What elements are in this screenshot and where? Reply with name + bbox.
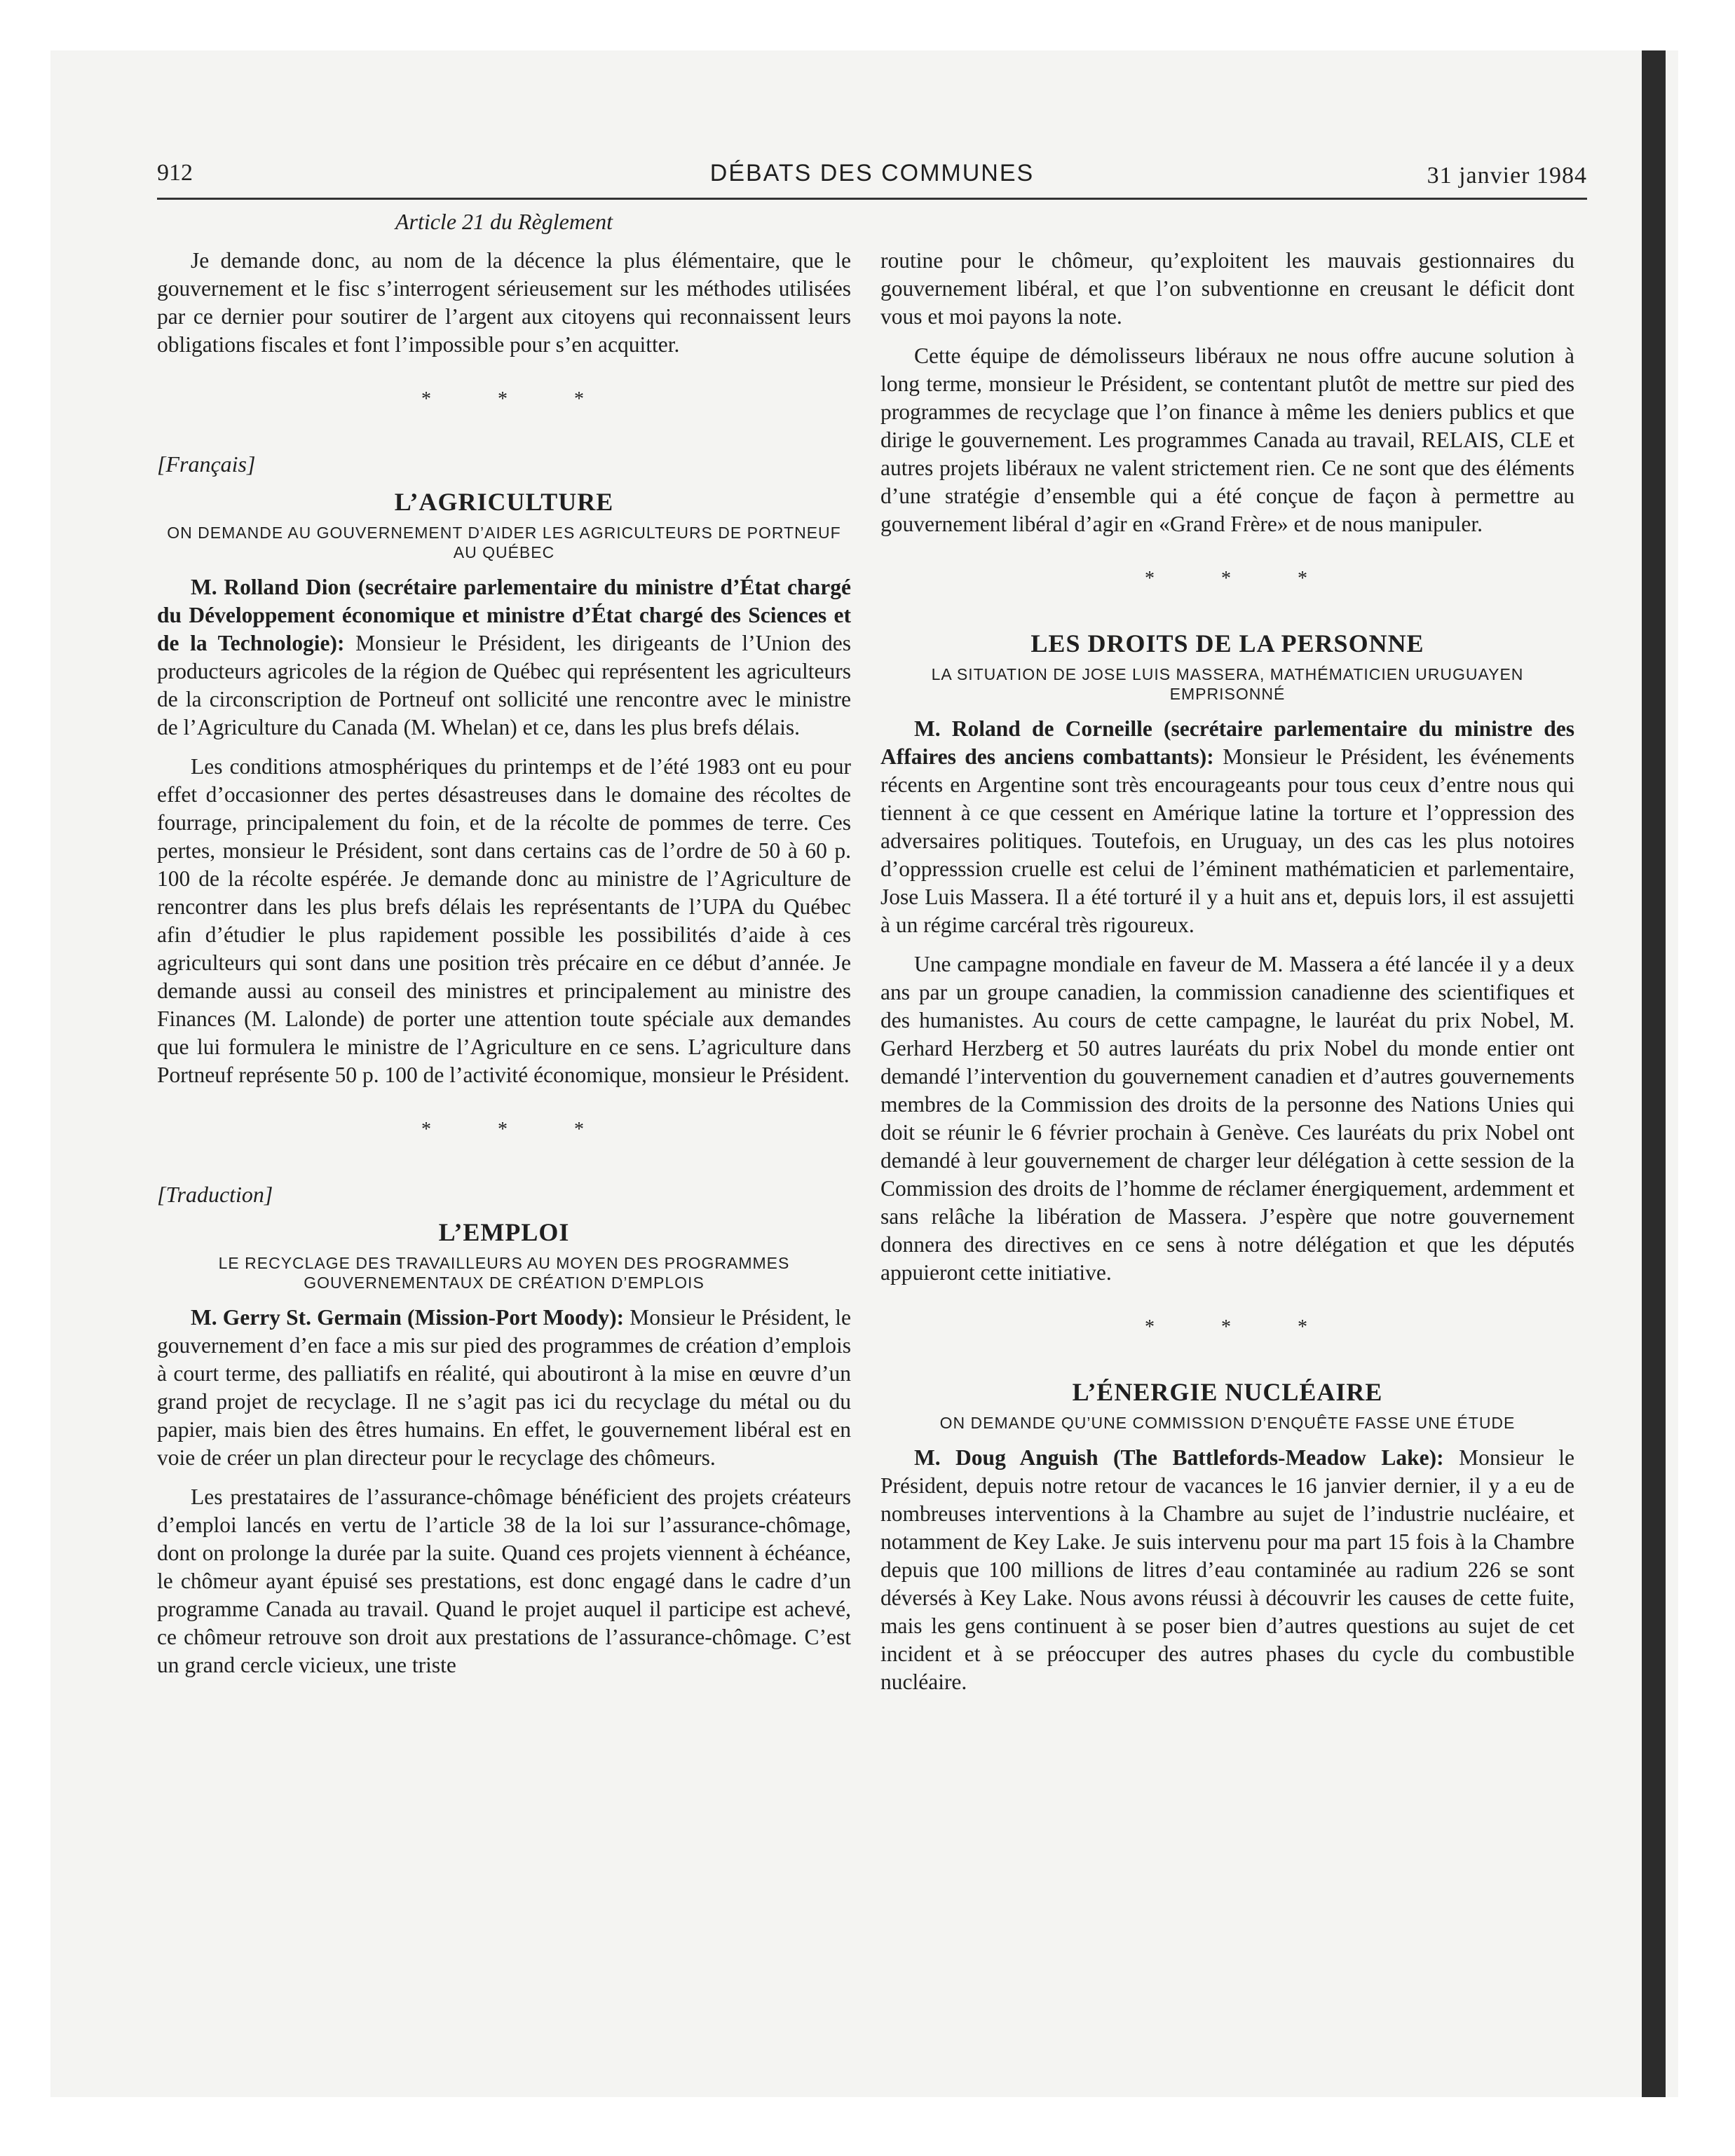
section-separator: * * * — [1145, 568, 1338, 589]
running-header — [157, 160, 1587, 202]
section-subtitle: LA SITUATION DE JOSE LUIS MASSERA, MATHÉMATICIEN URUGUAYEN EMPRISONNÉ — [931, 665, 1524, 703]
header-rule — [157, 198, 1587, 200]
section-separator: * * * — [421, 388, 615, 410]
section-title: L’AGRICULTURE — [394, 488, 614, 516]
language-marker: [Traduction] — [157, 1182, 273, 1207]
right-column — [880, 247, 1574, 1707]
article-heading: Article 21 du Règlement — [395, 209, 613, 234]
speaker-name: M. Rolland Dion (secrétaire parlementaire du ministre d’État chargé du Développement économique et ministre d’État chargé des Sciences et de la Technologie): — [157, 575, 851, 655]
section-separator: * * * — [421, 1119, 615, 1140]
speech-text: Monsieur le Président, les dirigeants de l’Union des producteurs agricoles de la région de Québec qui représentent les agriculteurs de la circonscription de Portneuf ont sollicité une rencontre avec le ministre de l’Agriculture du Canada (M. Whelan) et ce, dans les plus brefs délais. — [157, 631, 851, 739]
speaker-name: M. Doug Anguish (The Battlefords-Meadow Lake): — [914, 1445, 1444, 1470]
section-separator: * * * — [1145, 1316, 1338, 1338]
speech-text: Monsieur le Président, depuis notre retour de vacances le 16 janvier dernier, il y a eu de nombreuses interventions à la Chambre au sujet de l’industrie nucléaire, et notamment de Key Lake. Je suis intervenu pour ma part 15 fois à la Chambre depuis que 100 millions de litres d’eau contaminée au radium 226 se sont déversés à Key Lake. Nous avons réussi à découvrir les causes de cette fuite, mais les gens continuent à se poser bien d’autres questions au sujet de cet incident et à se préoccuper des autres phases du cycle du combustible nucléaire. — [880, 1445, 1574, 1694]
paragraph: Je demande donc, au nom de la décence la plus élémentaire, que le gouvernement et le fisc s’interrogent sérieusement sur les méthodes utilisées par ce dernier pour soutirer de l’argent aux citoyens qui reconnaissent leurs obligations fiscales et font l’impossible pour s’en acquitter. — [157, 248, 851, 357]
language-marker: [Français] — [157, 451, 256, 477]
section-title: L’EMPLOI — [438, 1218, 570, 1246]
paragraph: Cette équipe de démolisseurs libéraux ne nous offre aucune solution à long terme, monsieur le Président, se contentant plutôt de mettre sur pied des programmes de recyclage que l’on finance à même les deniers publics et que dirige le gouvernement. Les programmes Canada au travail, RELAIS, CLE et autres projets libéraux ne valent strictement rien. Ce ne sont que des éléments d’une stratégie d’ensemble qui a été conçue de façon à permettre au gouvernement libéral d’agir en «Grand Frère» et de nous manipuler. — [880, 343, 1574, 536]
publication-title: DÉBATS DES COMMUNES — [709, 160, 1035, 186]
issue-date: 31 janvier 1984 — [1427, 163, 1587, 189]
speech-paragraph — [880, 1444, 1574, 1696]
speech-text: Monsieur le Président, les événements récents en Argentine sont très encourageants pour tous ceux d’entre nous qui tiennent à ce que cessent en Amérique latine la torture et l’oppression des adversaires politiques. Toutefois, en Uruguay, un des cas les plus notoires d’oppresssion cruelle est celui de l’éminent mathématicien et parlementaire, Jose Luis Massera. Il a été torturé il y a huit ans et, depuis lors, il est assujetti à un régime carcéral très rigoureux. — [880, 744, 1575, 937]
speech-text: Monsieur le Président, le gouvernement d’en face a mis sur pied des programmes de création d’emplois à court terme, des palliatifs en réalité, qui aboutiront à la mise en œuvre d’un grand projet de recyclage. Il ne s’agit pas ici du recyclage du métal ou du papier, mais bien des êtres humains. En effet, le gouvernement libéral est en voie de créer un plan directeur pour le recyclage des chômeurs. — [157, 1305, 852, 1470]
paragraph: routine pour le chômeur, qu’exploitent les mauvais gestionnaires du gouvernement libéral, et que l’on subventionne en creusant le déficit dont vous et moi payons la note. — [880, 248, 1574, 329]
left-column — [157, 247, 851, 1691]
paragraph: Une campagne mondiale en faveur de M. Massera a été lancée il y a deux ans par un groupe canadien, la commission canadienne des scientifiques et des humanistes. Au cours de cette campagne, le lauréat du prix Nobel, M. Gerhard Herzberg et 50 autres lauréats du prix Nobel du monde entier ont demandé l’intervention du gouvernement canadien et d’autres gouvernements membres de la Commission des droits de la personne des Nations Unies qui doit se réunir le 6 février prochain à Genève. Ces lauréats du prix Nobel ont demandé à leur gouvernement de charger leur délégation à cette session de la Commission des droits de l’homme de réclamer énergiquement, ardemment et sans relâche la libération de Massera. J’espère que notre gouvernement donnera des directives en ce sens à notre délégation et que les députés appuieront cette initiative. — [880, 952, 1574, 1285]
speech-paragraph — [880, 715, 1574, 939]
section-subtitle: ON DEMANDE AU GOUVERNEMENT D’AIDER LES AGRICULTEURS DE PORTNEUF AU QUÉBEC — [167, 524, 841, 561]
section-subtitle: ON DEMANDE QU’UNE COMMISSION D’ENQUÊTE FASSE UNE ÉTUDE — [939, 1414, 1516, 1432]
speaker-name: M. Gerry St. Germain (Mission-Port Moody): — [191, 1305, 625, 1330]
speech-paragraph — [157, 573, 851, 742]
paragraph: Les prestataires de l’assurance-chômage bénéficient des projets créateurs d’emploi lancés en vertu de l’article 38 de la loi sur l’assurance-chômage, dont on prolonge la durée par la suite. Quand ces projets viennent à échéance, le chômeur ayant épuisé ses prestations, est donc engagé dans le cadre d’un programme Canada au travail. Quand le projet auquel il participe est achevé, ce chômeur retrouve son droit aux prestations de l’assurance-chômage. C’est un grand cercle vicieux, une triste — [157, 1485, 851, 1677]
page-number: 912 — [157, 160, 193, 186]
speaker-name: M. Roland de Corneille (secrétaire parlementaire du ministre des Affaires des anciens combattants): — [880, 716, 1574, 769]
section-title: L’ÉNERGIE NUCLÉAIRE — [1072, 1378, 1383, 1406]
paragraph: Les conditions atmosphériques du printemps et de l’été 1983 ont eu pour effet d’occasionner des pertes désastreuses dans le domaine des récoltes de fourrage, principalement du foin, et de la récolte de pommes de terre. Ces pertes, monsieur le Président, sont dans certains cas de l’ordre de 50 à 60 p. 100 de la récolte espérée. Je demande donc au ministre de l’Agriculture de rencontrer dans les plus brefs délais les représentants de l’UPA du Québec afin d’étudier le plus rapidement possible les possibilités d’aide à ces agriculteurs qui sont dans une position très précaire en ce début d’année. Je demande aussi au conseil des ministres et principalement au ministre des Finances (M. Lalonde) de porter une attention toute spéciale aux demandes que lui formulera le ministre de l’Agriculture en ce sens. L’agriculture dans Portneuf représente 50 p. 100 de l’activité économique, monsieur le Président. — [157, 754, 851, 1087]
section-subtitle: LE RECYCLAGE DES TRAVAILLEURS AU MOYEN DES PROGRAMMES GOUVERNEMENTAUX DE CRÉATION D’EMPLOIS — [218, 1254, 790, 1292]
speech-paragraph — [157, 1304, 851, 1472]
binding-edge — [1642, 50, 1666, 2097]
section-title: LES DROITS DE LA PERSONNE — [1030, 629, 1424, 657]
